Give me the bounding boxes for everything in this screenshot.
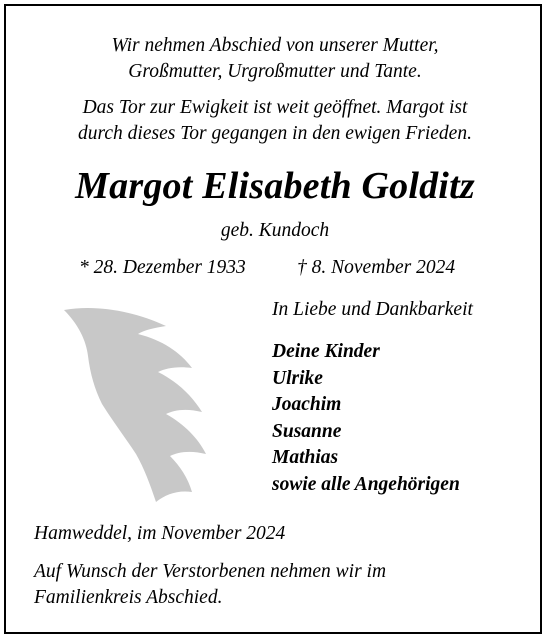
mourner-relatives: sowie alle Angehörigen bbox=[272, 473, 460, 495]
quote-line: durch dieses Tor gegangen in den ewigen Frieden. bbox=[78, 123, 472, 144]
mourner-name: Joachim bbox=[272, 394, 342, 415]
antler-shape bbox=[64, 308, 206, 502]
mourner-name: Susanne bbox=[272, 420, 342, 442]
wish-line: Auf Wunsch der Verstorbenen nehmen wir im bbox=[34, 561, 387, 582]
mourner-heading: Deine Kinder bbox=[272, 341, 380, 362]
family-wish bbox=[34, 559, 386, 611]
death-date: † 8. November 2024 bbox=[297, 257, 456, 278]
intro-line: Großmutter, Urgroßmutter und Tante. bbox=[128, 61, 422, 82]
intro-text bbox=[0, 33, 550, 85]
place-date: Hamweddel, im November 2024 bbox=[34, 523, 286, 544]
wish-line: Familienkreis Abschied. bbox=[34, 587, 223, 608]
birth-date: * 28. Dezember 1933 bbox=[79, 257, 246, 278]
memorial-quote bbox=[0, 95, 550, 147]
antler-icon bbox=[58, 296, 228, 508]
mourner-name: Mathias bbox=[272, 447, 339, 468]
quote-line: Das Tor zur Ewigkeit ist weit geöffnet. Margot ist bbox=[82, 97, 468, 118]
mourners-list bbox=[272, 339, 460, 498]
closing-phrase: In Liebe und Dankbarkeit bbox=[272, 299, 473, 320]
deceased-name: Margot Elisabeth Golditz bbox=[75, 165, 475, 207]
intro-line: Wir nehmen Abschied von unserer Mutter, bbox=[111, 35, 439, 56]
maiden-name: geb. Kundoch bbox=[220, 220, 330, 241]
mourner-name: Ulrike bbox=[272, 367, 323, 389]
